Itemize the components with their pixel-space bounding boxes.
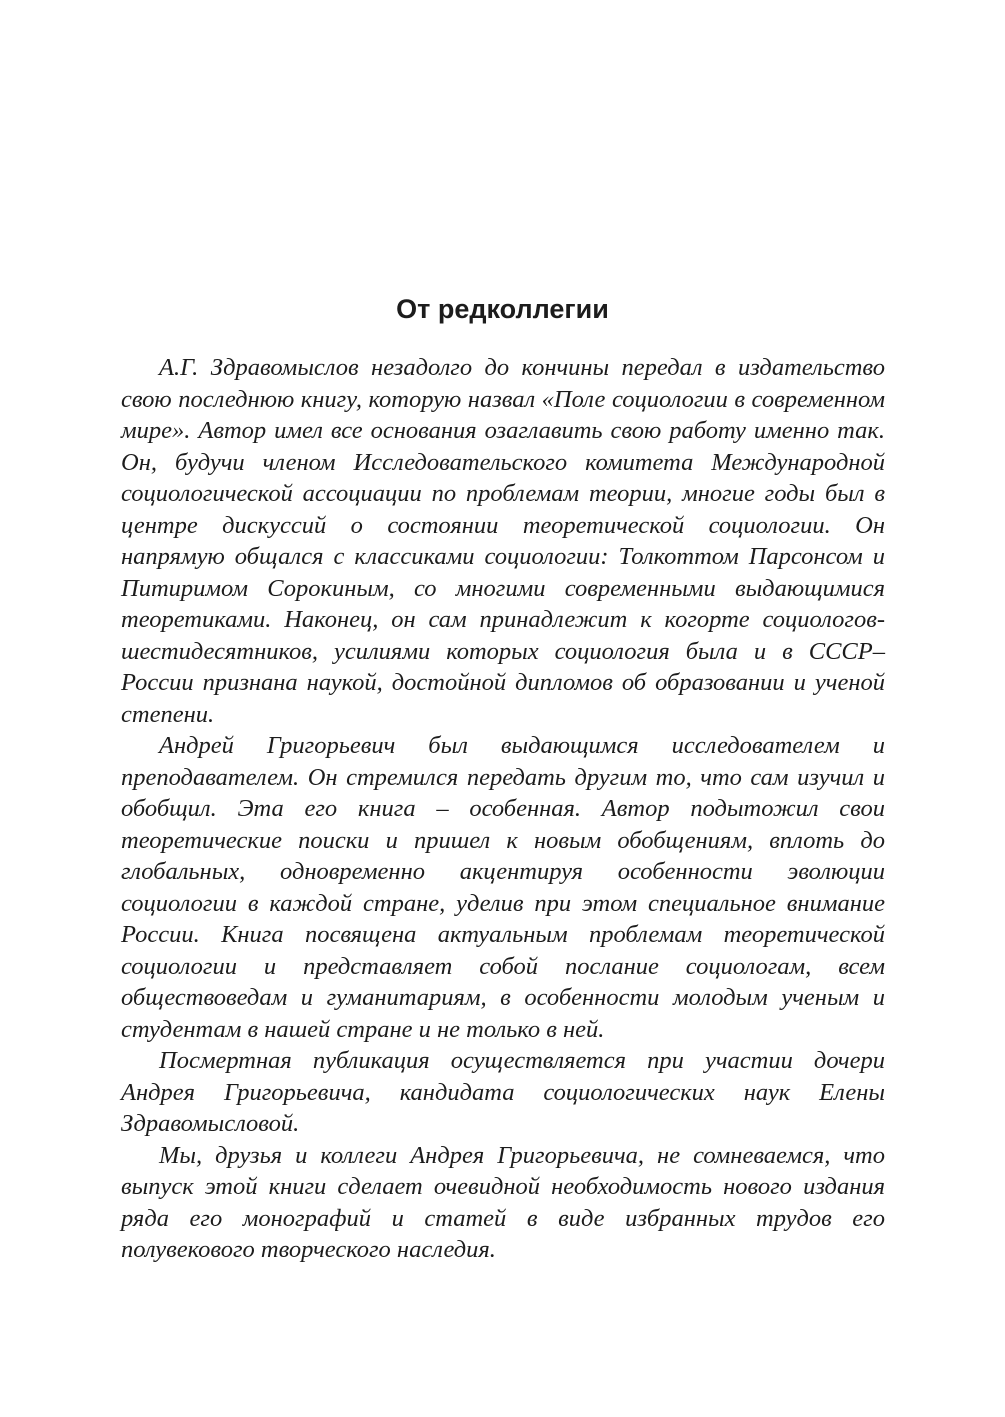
paragraph-3: Посмертная публикация осуществляется при участии дочери Андрея Григорьевича, кандидата социологических наук Елены Здравомысловой. bbox=[121, 1047, 885, 1137]
paragraph-1: А.Г. Здравомыслов незадолго до кончины передал в издательство свою последнюю книгу, которую назвал «Поле социологии в современном мире». Автор имел все основания озаглавить свою работу именно так. Он, будучи членом Исследовательского комитета Международной социологической ассоциации по проблемам теории, многие годы был в центре дискуссий о состоянии теоретической социологии. Он напрямую общался с классиками социологии: Толкоттом Парсонсом и Питиримом Сорокиным, со многими современными выдающимися теоретиками. Наконец, он сам принадлежит к когорте социологов-шестидесятников, усилиями которых социология была и в СССР–России признана наукой, достойной дипломов об образовании и ученой степени. bbox=[121, 354, 885, 728]
paragraph-4: Мы, друзья и коллеги Андрея Григорьевича, не сомневаемся, что выпуск этой книги сделает очевидной необходимость нового издания ряда его монографий и статей в виде избранных трудов его полувекового творческого наследия. bbox=[121, 1141, 885, 1263]
page-title: От редколлегии bbox=[396, 294, 609, 324]
body-text bbox=[121, 352, 885, 1266]
paragraph-2: Андрей Григорьевич был выдающимся исследователем и преподавателем. Он стремился передать другим то, что сам изучил и обобщил. Эта его книга – особенная. Автор подытожил свои теоретические поиски и пришел к новым обобщениям, вплоть до глобальных, одновременно акцентируя особенности эволюции социологии в каждой стране, уделив при этом специальное внимание России. Книга посвящена актуальным проблемам теоретической социологии и представляет собой послание социологам, всем обществоведам и гуманитариям, в особенности молодым ученым и студентам в нашей стране и не только в ней. bbox=[121, 732, 885, 1043]
